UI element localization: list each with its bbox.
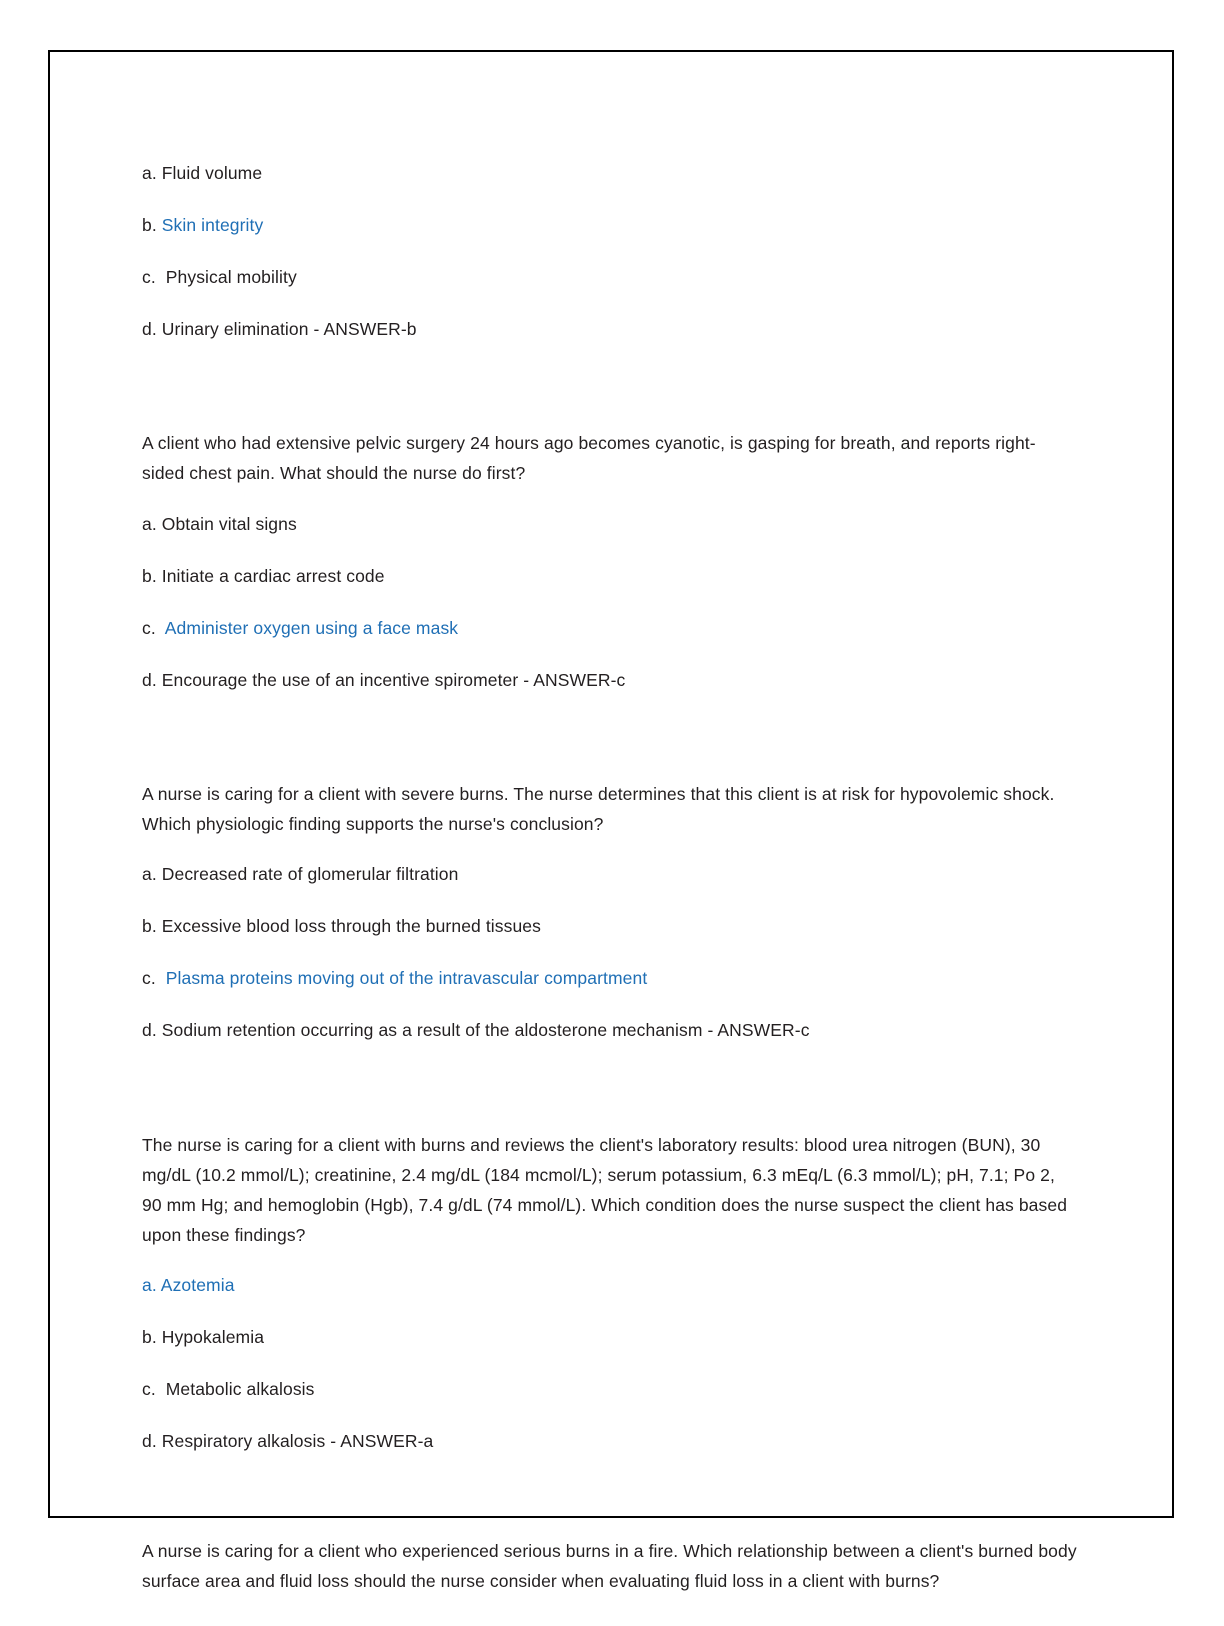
option-text: Initiate a cardiac arrest code (161, 565, 385, 586)
option-text: Plasma proteins moving out of the intravascular compartment (165, 968, 648, 989)
question-group (142, 779, 1077, 1046)
option-item (142, 859, 1077, 889)
option-text: Obtain vital signs (161, 513, 297, 534)
option-item (142, 665, 1077, 695)
option-item (142, 509, 1077, 539)
option-label: c. (142, 267, 156, 288)
question-group (142, 1536, 1077, 1596)
option-label: a. (142, 513, 157, 534)
option-label: d. (142, 1020, 157, 1041)
option-label: a. (142, 864, 157, 885)
block-spacer (142, 1076, 1077, 1130)
option-label: d. (142, 669, 157, 690)
option-label: c. (142, 1379, 156, 1400)
option-label: a. (142, 1274, 157, 1295)
option-label: b. (142, 916, 157, 937)
block-spacer (142, 1486, 1077, 1536)
option-label: b. (142, 1326, 157, 1347)
option-text: Encourage the use of an incentive spirometer - ANSWER-c (161, 669, 626, 690)
option-item (142, 1270, 1077, 1300)
option-text: Administer oxygen using a face mask (164, 617, 459, 638)
option-item (142, 262, 1077, 292)
option-text: Hypokalemia (161, 1326, 265, 1347)
option-label: a. (142, 163, 157, 183)
option-item (142, 963, 1077, 993)
option-text: Respiratory alkalosis - ANSWER-a (161, 1431, 434, 1452)
option-label: c. (142, 968, 156, 989)
option-item (142, 210, 1077, 240)
document-content (142, 158, 1077, 1626)
option-text: Urinary elimination - ANSWER-b (161, 319, 417, 340)
option-item (142, 1374, 1077, 1404)
option-text: Decreased rate of glomerular filtration (161, 864, 459, 885)
question-stem: A nurse is caring for a client with severe burns. The nurse determines that this client is at risk for hypovolemic shock. Which physiologic finding supports the nurse's conclusion? (142, 783, 1055, 835)
document-page (48, 50, 1174, 1592)
option-item (142, 1426, 1077, 1456)
option-text: Metabolic alkalosis (165, 1379, 315, 1400)
option-label: d. (142, 319, 157, 340)
option-label: b. (142, 565, 157, 586)
option-text: Excessive blood loss through the burned tissues (161, 916, 541, 937)
block-spacer (142, 725, 1077, 779)
option-text: Sodium retention occurring as a result of the aldosterone mechanism - ANSWER-c (161, 1020, 810, 1041)
answer-options-group (142, 158, 1077, 344)
option-label: d. (142, 1431, 157, 1452)
question-stem: A nurse is caring for a client who experienced serious burns in a fire. Which relationship between a client's burned body surface area and fluid loss should the nurse consider when evaluating fluid loss in a client with burns? (142, 1541, 1077, 1592)
block-spacer (142, 374, 1077, 428)
question-stem: The nurse is caring for a client with burns and reviews the client's laboratory results: blood urea nitrogen (BUN), 30 mg/dL (10.2 mmol/L); creatinine, 2.4 mg/dL (184 mcmol/L); serum potassium, 6.3 mEq/L (6.3 mmol/L); pH, 7.1; Po 2, 90 mm Hg; and hemoglobin (Hgb), 7.4 g/dL (74 mmol/L). Which condition does the nurse suspect the client has based upon these findings? (142, 1134, 1068, 1245)
option-item (142, 613, 1077, 643)
question-stem: A client who had extensive pelvic surgery 24 hours ago becomes cyanotic, is gasping for breath, and reports right-sided chest pain. What should the nurse do first? (142, 433, 1036, 484)
question-group (142, 428, 1077, 695)
option-item (142, 1015, 1077, 1045)
option-item (142, 314, 1077, 344)
option-item (142, 1322, 1077, 1352)
option-label: c. (142, 617, 156, 638)
option-text: Fluid volume (161, 163, 263, 183)
option-text: Skin integrity (161, 215, 264, 236)
option-text: Physical mobility (165, 267, 297, 288)
option-item (142, 911, 1077, 941)
option-item (142, 561, 1077, 591)
option-text: Azotemia (160, 1274, 235, 1295)
question-group (142, 1130, 1077, 1457)
option-label: b. (142, 215, 157, 236)
option-item (142, 158, 1077, 188)
